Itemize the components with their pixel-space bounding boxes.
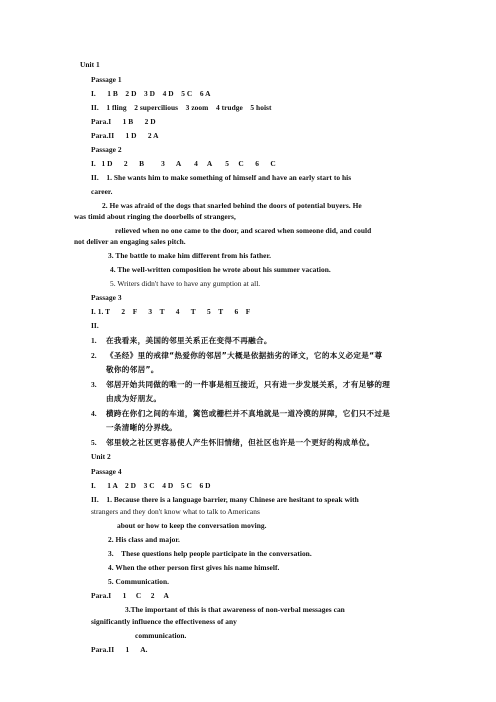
answer-line: II. 1 fling 2 supercilious 3 zoom 4 trudge 5 hoist <box>91 103 272 112</box>
passage-heading: Passage 4 <box>91 467 122 476</box>
answer-line: communication. <box>135 631 187 640</box>
translation-line: 《圣经》里的戒律“热爱你的邻居”大概是依据拙劣的译文，它的本义必定是“尊 <box>106 351 383 360</box>
answer-line: 3. These questions help people participate in the conversation. <box>108 549 312 558</box>
translation-line: 邻居开始共同做的唯一的一件事是相互接近，只有进一步发展关系，才有足够的理 <box>106 380 391 389</box>
translation-line: 一条清晰的分界线。 <box>106 423 178 432</box>
passage-heading: Passage 3 <box>91 293 122 302</box>
unit-heading: Unit 2 <box>91 452 111 461</box>
answer-line: II. <box>91 321 99 330</box>
answer-line: about or how to keep the conversation moving. <box>117 521 267 530</box>
answer-line: 4. The well-written composition he wrote about his summer vacation. <box>110 265 331 274</box>
translation-line: 横跨在你们之间的车道，篱笆或栅栏并不真地就是一道冷漠的屏障，它们只不过是 <box>106 409 391 418</box>
answer-line: was timid about ringing the doorbells of strangers, <box>74 212 236 221</box>
passage-heading: Passage 2 <box>91 145 122 154</box>
answer-line: 2. His class and major. <box>108 535 180 544</box>
translation-line: 由成为好朋友。 <box>106 394 162 403</box>
answer-line: not deliver an engaging sales pitch. <box>74 237 186 246</box>
answer-line: 5. Writers didn't have to have any gumption at all. <box>110 279 261 288</box>
answer-line: career. <box>91 187 113 196</box>
item-number: 1. <box>91 336 97 345</box>
answer-line: II. 1. She wants him to make something of himself and have an early start to his <box>91 173 352 182</box>
translation-line: 在我看来，美国的邻里关系正在变得不再融合。 <box>106 336 272 345</box>
answer-line: 3.The important of this is that awareness of non-verbal messages can <box>125 605 345 614</box>
answer-line: 5. Communication. <box>108 577 170 586</box>
item-number: 2. <box>91 351 97 360</box>
item-number: 5. <box>91 438 97 447</box>
answer-line: I. 1 D 2 B 3 A 4 A 5 C 6 C <box>91 159 276 168</box>
unit-heading: Unit 1 <box>80 60 100 69</box>
answer-line: Para.I 1 B 2 D <box>91 117 156 126</box>
answer-line: I. 1 B 2 D 3 D 4 D 5 C 6 A <box>91 89 211 98</box>
passage-heading: Passage 1 <box>91 75 122 84</box>
answer-line: significantly influence the effectiveness of any <box>91 617 237 626</box>
answer-line: 2. He was afraid of the dogs that snarled behind the doors of potential buyers. He <box>102 201 362 210</box>
answer-line: II. 1. Because there is a language barrier, many Chinese are hesitant to speak with <box>91 495 359 504</box>
answer-line: 3. The battle to make him different from his father. <box>108 251 272 260</box>
answer-line: Para.II 1 A. <box>91 645 148 654</box>
item-number: 3. <box>91 380 97 389</box>
answer-line: 4. When the other person first gives his name himself. <box>108 563 280 572</box>
translation-line: 敬你的邻居”。 <box>106 365 159 374</box>
answer-line: I. 1 A 2 D 3 C 4 D 5 C 6 D <box>91 481 211 490</box>
answer-line: strangers and they don't know what to talk to Americans <box>91 507 260 516</box>
answer-line: Para.I 1 C 2 A <box>91 591 169 600</box>
item-number: 4. <box>91 409 97 418</box>
answer-line: I. 1. T 2 F 3 T 4 T 5 T 6 F <box>91 307 251 316</box>
answer-line: Para.II 1 D 2 A <box>91 131 159 140</box>
translation-line: 邻里较之社区更容易使人产生怀旧情绪，但社区也许是一个更好的构成单位。 <box>106 438 375 447</box>
answer-line: relieved when no one came to the door, and scared when someone did, and could <box>115 226 372 235</box>
